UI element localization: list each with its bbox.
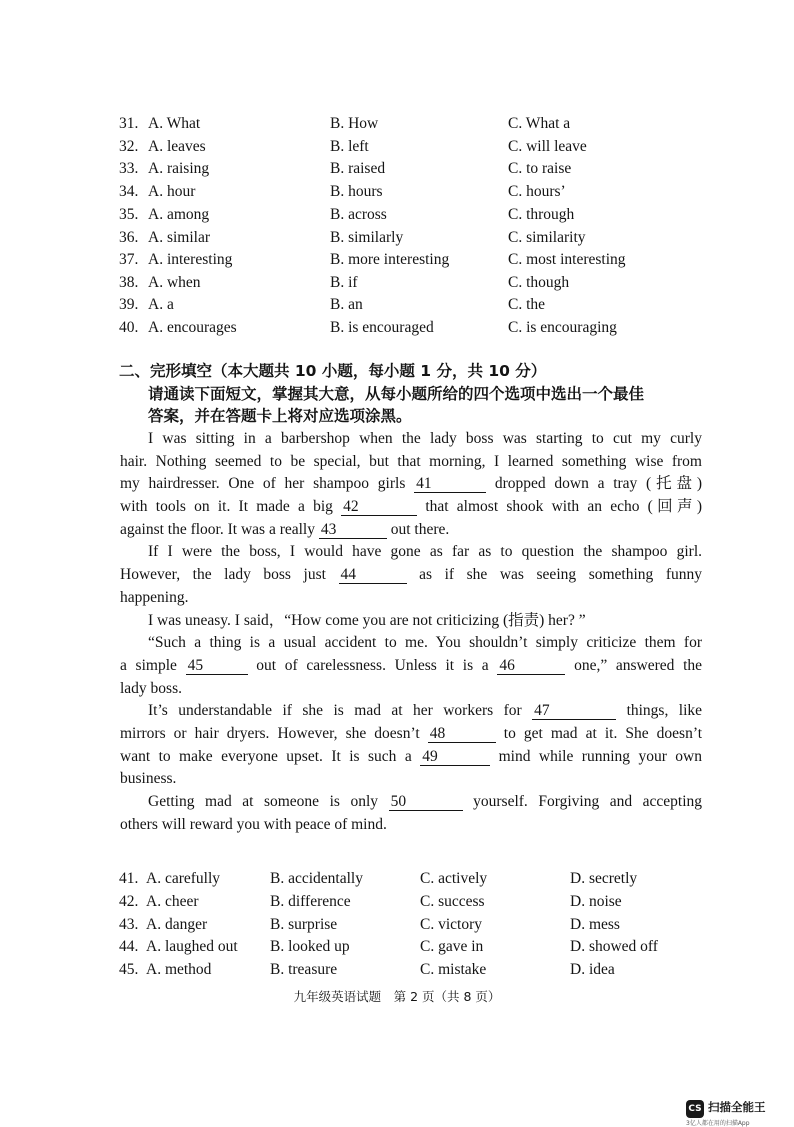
- blank-45: 45: [186, 657, 248, 675]
- question-number: 36.: [119, 229, 139, 246]
- passage-text: one,” answered the: [574, 656, 703, 674]
- option-c: C. similarity: [508, 229, 586, 246]
- option-a: A. leaves: [148, 138, 206, 155]
- option-b: B. looked up: [270, 938, 350, 955]
- passage-line: If I were the boss, I would have gone as far as to question the shampoo girl.: [148, 543, 702, 561]
- question-number: 40.: [119, 319, 139, 336]
- blank-48: 48: [428, 725, 496, 743]
- option-a: A. raising: [148, 160, 210, 177]
- question-number: 35.: [119, 206, 139, 223]
- option-a: A. laughed out: [146, 938, 238, 955]
- option-a: A. carefully: [146, 870, 221, 887]
- instruction-line: 请通读下面短文，掌握其大意，从每小题所给的四个选项中选出一个最佳: [148, 385, 645, 403]
- option-c: C. actively: [420, 870, 488, 887]
- option-b: B. an: [330, 296, 363, 313]
- question-number: 34.: [119, 183, 139, 200]
- option-b: B. surprise: [270, 916, 338, 933]
- passage-line: lady boss.: [120, 679, 182, 697]
- option-a: A. when: [148, 274, 201, 291]
- passage-line: [120, 655, 702, 678]
- option-c: C. through: [508, 206, 575, 223]
- option-b: B. if: [330, 274, 358, 291]
- question-number: 39.: [119, 296, 139, 313]
- option-b: B. How: [330, 115, 379, 132]
- scanner-watermark: [686, 1100, 786, 1127]
- question-number: 31.: [119, 115, 139, 132]
- passage-line: hair. Nothing seemed to be special, but that morning, I learned something wise from: [120, 452, 702, 470]
- option-a: A. cheer: [146, 893, 199, 910]
- blank-46: 46: [497, 657, 565, 675]
- passage-text: out there.: [390, 520, 450, 538]
- passage-text: yourself. Forgiving and accepting: [473, 793, 703, 810]
- option-c: C. is encouraging: [508, 319, 617, 336]
- option-b: B. more interesting: [330, 251, 450, 268]
- passage-text: However, the lady boss just: [120, 566, 326, 584]
- option-b: B. treasure: [270, 961, 338, 978]
- passage-text: against the floor. It was a really: [120, 520, 315, 538]
- camscanner-logo-icon: CS: [686, 1100, 704, 1118]
- passage-text: out of carelessness. Unless it is a: [256, 656, 489, 674]
- question-number: 43.: [119, 916, 139, 933]
- question-number: 44.: [119, 938, 139, 955]
- option-b: B. is encouraged: [330, 319, 434, 336]
- passage-line: [120, 519, 702, 542]
- passage-text: to get mad at it. She doesn’t: [503, 724, 703, 742]
- option-d: D. showed off: [570, 938, 658, 955]
- question-number: 38.: [119, 274, 139, 291]
- option-b: B. hours: [330, 183, 383, 200]
- question-number: 45.: [119, 961, 139, 978]
- passage-text: my hairdresser. One of her shampoo girls: [120, 475, 406, 493]
- blank-42: 42: [341, 498, 417, 516]
- passage-line: [120, 473, 702, 496]
- passage-text: want to make everyone upset. It is such a: [120, 747, 412, 765]
- option-a: A. method: [146, 961, 212, 978]
- question-number: 42.: [119, 893, 139, 910]
- option-c: C. victory: [420, 916, 482, 933]
- question-number: 32.: [119, 138, 139, 155]
- passage-text: that almost shook with an echo (回声): [425, 498, 703, 516]
- option-a: A. among: [148, 206, 210, 223]
- option-d: D. secretly: [570, 870, 638, 887]
- option-b: B. raised: [330, 160, 386, 177]
- passage-line: others will reward you with peace of mind.: [120, 815, 387, 833]
- passage-text: as if she was seeing something funny: [419, 566, 703, 584]
- instruction-line: 答案，并在答题卡上将对应选项涂黑。: [148, 407, 412, 425]
- option-c: C. success: [420, 893, 485, 910]
- section-heading: 二、完形填空（本大题共 10 小题，每小题 1 分，共 10 分）: [119, 362, 547, 380]
- blank-47: 47: [532, 702, 616, 720]
- passage-line: [120, 723, 702, 746]
- passage-line: I was sitting in a barbershop when the lady boss was starting to cut my curly: [148, 430, 702, 447]
- passage-text: with tools on it. It made a big: [120, 498, 333, 516]
- option-c: C. mistake: [420, 961, 487, 978]
- option-c: C. the: [508, 296, 546, 313]
- passage-text: mirrors or hair dryers. However, she doesn’t: [120, 724, 420, 742]
- option-c: C. What a: [508, 115, 571, 132]
- option-b: B. left: [330, 138, 369, 155]
- option-c: C. hours’: [508, 183, 566, 200]
- question-number: 37.: [119, 251, 139, 268]
- option-a: A. encourages: [148, 319, 237, 336]
- passage-line: [120, 700, 702, 723]
- watermark-name: 扫描全能王: [708, 1100, 766, 1114]
- option-a: A. danger: [146, 916, 208, 933]
- passage-text: It’s understandable if she is mad at her workers for: [148, 702, 522, 720]
- blank-41: 41: [414, 475, 486, 493]
- page-footer: 九年级英语试题 第 2 页（共 8 页）: [293, 989, 501, 1004]
- option-a: A. What: [148, 115, 201, 132]
- option-d: D. noise: [570, 893, 622, 910]
- passage-line: business.: [120, 770, 177, 788]
- passage-line: “Such a thing is a usual accident to me. You shouldn’t simply criticize them for: [148, 634, 702, 652]
- option-b: B. accidentally: [270, 870, 363, 887]
- question-number: 41.: [119, 870, 139, 887]
- option-c: C. gave in: [420, 938, 484, 955]
- option-b: B. difference: [270, 893, 351, 910]
- question-number: 33.: [119, 160, 139, 177]
- watermark-slogan: 3亿人都在用的扫描App: [686, 1120, 750, 1127]
- option-c: C. will leave: [508, 138, 587, 155]
- option-b: B. similarly: [330, 229, 404, 246]
- option-a: A. a: [148, 296, 174, 313]
- blank-44: 44: [339, 566, 407, 584]
- passage-text: mind while running your own: [498, 747, 702, 765]
- option-a: A. similar: [148, 229, 210, 246]
- blank-50: 50: [389, 793, 463, 811]
- option-c: C. to raise: [508, 160, 572, 177]
- passage-text: a simple: [120, 656, 177, 674]
- option-b: B. across: [330, 206, 387, 223]
- passage-line: [120, 746, 702, 769]
- passage-line: I was uneasy. I said，“How come you are not criticizing (指责) her? ”: [148, 611, 586, 629]
- option-a: A. interesting: [148, 251, 233, 268]
- option-a: A. hour: [148, 183, 196, 200]
- blank-43: 43: [319, 521, 387, 539]
- passage-text: dropped down a tray (托盘): [494, 475, 702, 493]
- passage-text: things, like: [626, 702, 703, 720]
- passage-line: [120, 496, 702, 519]
- option-c: C. most interesting: [508, 251, 626, 268]
- option-d: D. idea: [570, 961, 615, 978]
- passage-line: happening.: [120, 588, 189, 606]
- passage-text: Getting mad at someone is only: [148, 793, 379, 810]
- option-d: D. mess: [570, 916, 620, 933]
- blank-49: 49: [420, 748, 490, 766]
- option-c: C. though: [508, 274, 570, 291]
- cloze-passage: [120, 428, 702, 836]
- passage-line: [120, 791, 702, 814]
- passage-line: [120, 564, 702, 587]
